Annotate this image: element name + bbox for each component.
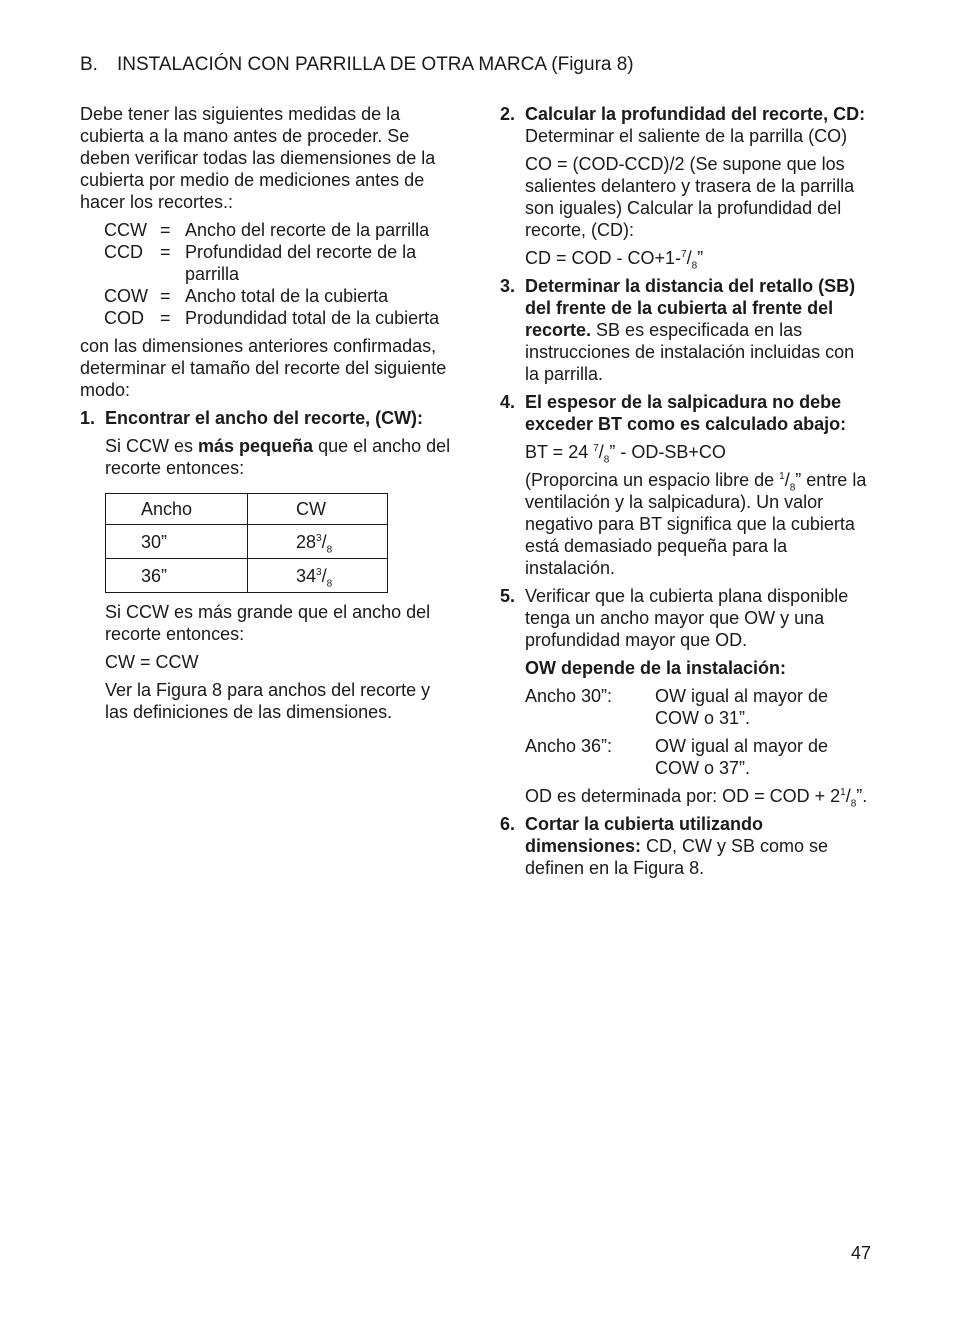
od-formula-post: ”. <box>856 786 868 806</box>
bt-note-numerator: 1 <box>779 471 785 482</box>
intro-paragraph: Debe tener las siguientes medidas de la cubierta a la mano antes de proceder. Se deben verificar todas las diemensiones de la cubierta por medio de mediciones antes de hacer los recortes.: <box>80 104 436 212</box>
od-denominator: 8 <box>850 798 857 810</box>
bt-denominator: 8 <box>603 454 610 466</box>
step-title: Calcular la profundidad del recorte, CD: <box>525 104 866 124</box>
section-letter: B. <box>80 54 98 75</box>
step-number: 5. <box>500 586 516 606</box>
bt-formula-pre: BT = 24 <box>525 442 594 462</box>
step-2 <box>500 103 872 272</box>
table-cell-cw: $34^3/_8$ <box>248 559 388 593</box>
definition-cow <box>104 285 452 307</box>
ow-key: Ancho 30”: <box>525 686 613 706</box>
definition-ccd <box>104 241 452 285</box>
step-text: Verificar que la cubierta plana disponible tenga un ancho mayor que OW y una profundidad mayor que OD. <box>525 586 849 650</box>
step-number: 1. <box>80 408 96 428</box>
table-header-ancho: Ancho <box>106 494 248 525</box>
larger-condition: Si CCW es más grande que el ancho del recorte entonces: <box>105 602 431 644</box>
cw-denominator: 8 <box>326 578 333 590</box>
od-numerator: 1 <box>840 787 846 798</box>
bt-note-post: ” entre la ventilación y la salpicadura). Un valor negativo para BT significa que la cubierta está demasiado pequeña para la instalación. <box>525 470 867 578</box>
step-number: 2. <box>500 104 516 124</box>
definition-key: CCW <box>104 220 147 240</box>
table-cell-cw: $28^3/_8$ <box>248 525 388 559</box>
definition-value: Ancho del recorte de la parrilla <box>185 220 430 240</box>
cd-formula: CD = COD - $CO+1-^7/_8$” <box>525 248 704 272</box>
cw-denominator: 8 <box>326 544 333 556</box>
step-body <box>525 275 872 385</box>
co-formula: CO = (COD-CCD)/2 (Se supone que los salientes delantero y trasera de la parrilla son iguales) Calcular la profundidad del recorte, (CD): <box>525 154 855 240</box>
step-number: 3. <box>500 276 516 296</box>
bt-formula-post: ” - OD-SB+CO <box>609 442 726 462</box>
cw-numerator: 3 <box>316 566 322 578</box>
step-6 <box>500 813 872 879</box>
definition-equals: = <box>160 286 171 306</box>
step-1 <box>80 407 452 723</box>
cw-formula: CW = CCW <box>105 652 199 672</box>
definition-cod <box>104 307 452 329</box>
table-cell-ancho: 36” <box>106 559 248 593</box>
cw-whole: 34 <box>296 565 317 586</box>
see-figure-note: Ver la Figura 8 para anchos del recorte y las definiciones de las dimensiones. <box>105 680 431 722</box>
section-title-text: INSTALACIÓN CON PARRILLA DE OTRA MARCA (Figura 8) <box>117 54 634 75</box>
ow-row-36 <box>525 735 872 779</box>
od-formula: OD es determinada por: OD = COD + $2^1/_8$”. <box>525 786 868 810</box>
ow-row-30 <box>525 685 872 729</box>
definition-equals: = <box>160 220 171 240</box>
definition-key: COD <box>104 308 144 328</box>
definition-value: Ancho total de la cubierta <box>185 286 389 306</box>
confirm-paragraph: con las dimensiones anteriores confirmadas, determinar el tamaño del recorte del siguiente modo: <box>80 336 447 400</box>
table-header-row <box>106 494 388 525</box>
step-title: Encontrar el ancho del recorte, (CW): <box>105 408 424 428</box>
cw-table <box>105 493 388 593</box>
section-title <box>80 54 634 76</box>
smaller-condition <box>105 435 452 479</box>
smaller-pre: Si CCW es <box>105 436 199 456</box>
step-number: 4. <box>500 392 516 412</box>
page-number: 47 <box>851 1243 872 1263</box>
right-column <box>500 103 872 885</box>
bt-numerator: 7 <box>593 443 599 454</box>
cd-formula-post: ” <box>697 248 704 268</box>
bt-note-denominator: 8 <box>789 482 796 494</box>
step-text: CD, CW y SB como se definen en la Figura 8. <box>525 836 829 878</box>
od-formula-pre: OD es determinada por: OD = COD + 2 <box>525 786 841 806</box>
table-row <box>106 525 388 559</box>
co-determine: Determinar el saliente de la parrilla (CO) <box>525 126 848 146</box>
step-text: SB es especificada en las instrucciones de instalación incluidas con la parrilla. <box>525 320 855 384</box>
table-header-cw: CW <box>248 494 388 525</box>
table-cell-ancho: 30” <box>106 525 248 559</box>
definition-equals: = <box>160 308 171 328</box>
cw-whole: 28 <box>296 531 317 552</box>
smaller-post: que el ancho del recorte entonces: <box>105 436 451 478</box>
definition-ccw <box>104 219 452 241</box>
definitions-list <box>104 219 452 329</box>
ow-key: Ancho 36”: <box>525 736 613 756</box>
cd-formula-pre: CD = COD - CO+1- <box>525 248 682 268</box>
step-body <box>525 813 872 879</box>
step-title: Determinar la distancia del retallo (SB) del frente de la cubierta al frente del recorte. <box>525 276 856 340</box>
cd-denominator: 8 <box>691 260 698 272</box>
smaller-bold: más pequeña <box>198 436 314 456</box>
bt-formula: BT = 24 $^7/_8$” - OD-SB+CO <box>525 442 726 466</box>
ow-value: OW igual al mayor de COW o 31”. <box>655 686 829 728</box>
step-5 <box>500 585 872 810</box>
step-4 <box>500 391 872 579</box>
definition-equals: = <box>160 242 171 262</box>
left-column <box>80 103 452 729</box>
step-3 <box>500 275 872 385</box>
definition-key: CCD <box>104 242 143 262</box>
step-title: El espesor de la salpicadura no debe exceder BT como es calculado abajo: <box>525 392 847 434</box>
bt-note: (Proporcina un espacio libre de $^1/_8$” entre la ventilación y la salpicadura). Un valor negativo para BT significa que la cubierta está demasiado pequeña para la instalación. <box>525 470 867 578</box>
bt-note-pre: (Proporcina un espacio libre de <box>525 470 780 490</box>
table-row <box>106 559 388 593</box>
definition-value: Produndidad total de la cubierta <box>185 308 440 328</box>
ow-value: OW igual al mayor de COW o 37”. <box>655 736 829 778</box>
cd-numerator: 7 <box>681 249 687 260</box>
definition-key: COW <box>104 286 148 306</box>
step-title: Cortar la cubierta utilizando dimensiones: <box>525 814 764 856</box>
ow-title: OW depende de la instalación: <box>525 658 787 678</box>
cw-numerator: 3 <box>316 532 322 544</box>
step-number: 6. <box>500 814 516 834</box>
definition-value: Profundidad del recorte de la parrilla <box>185 242 417 284</box>
